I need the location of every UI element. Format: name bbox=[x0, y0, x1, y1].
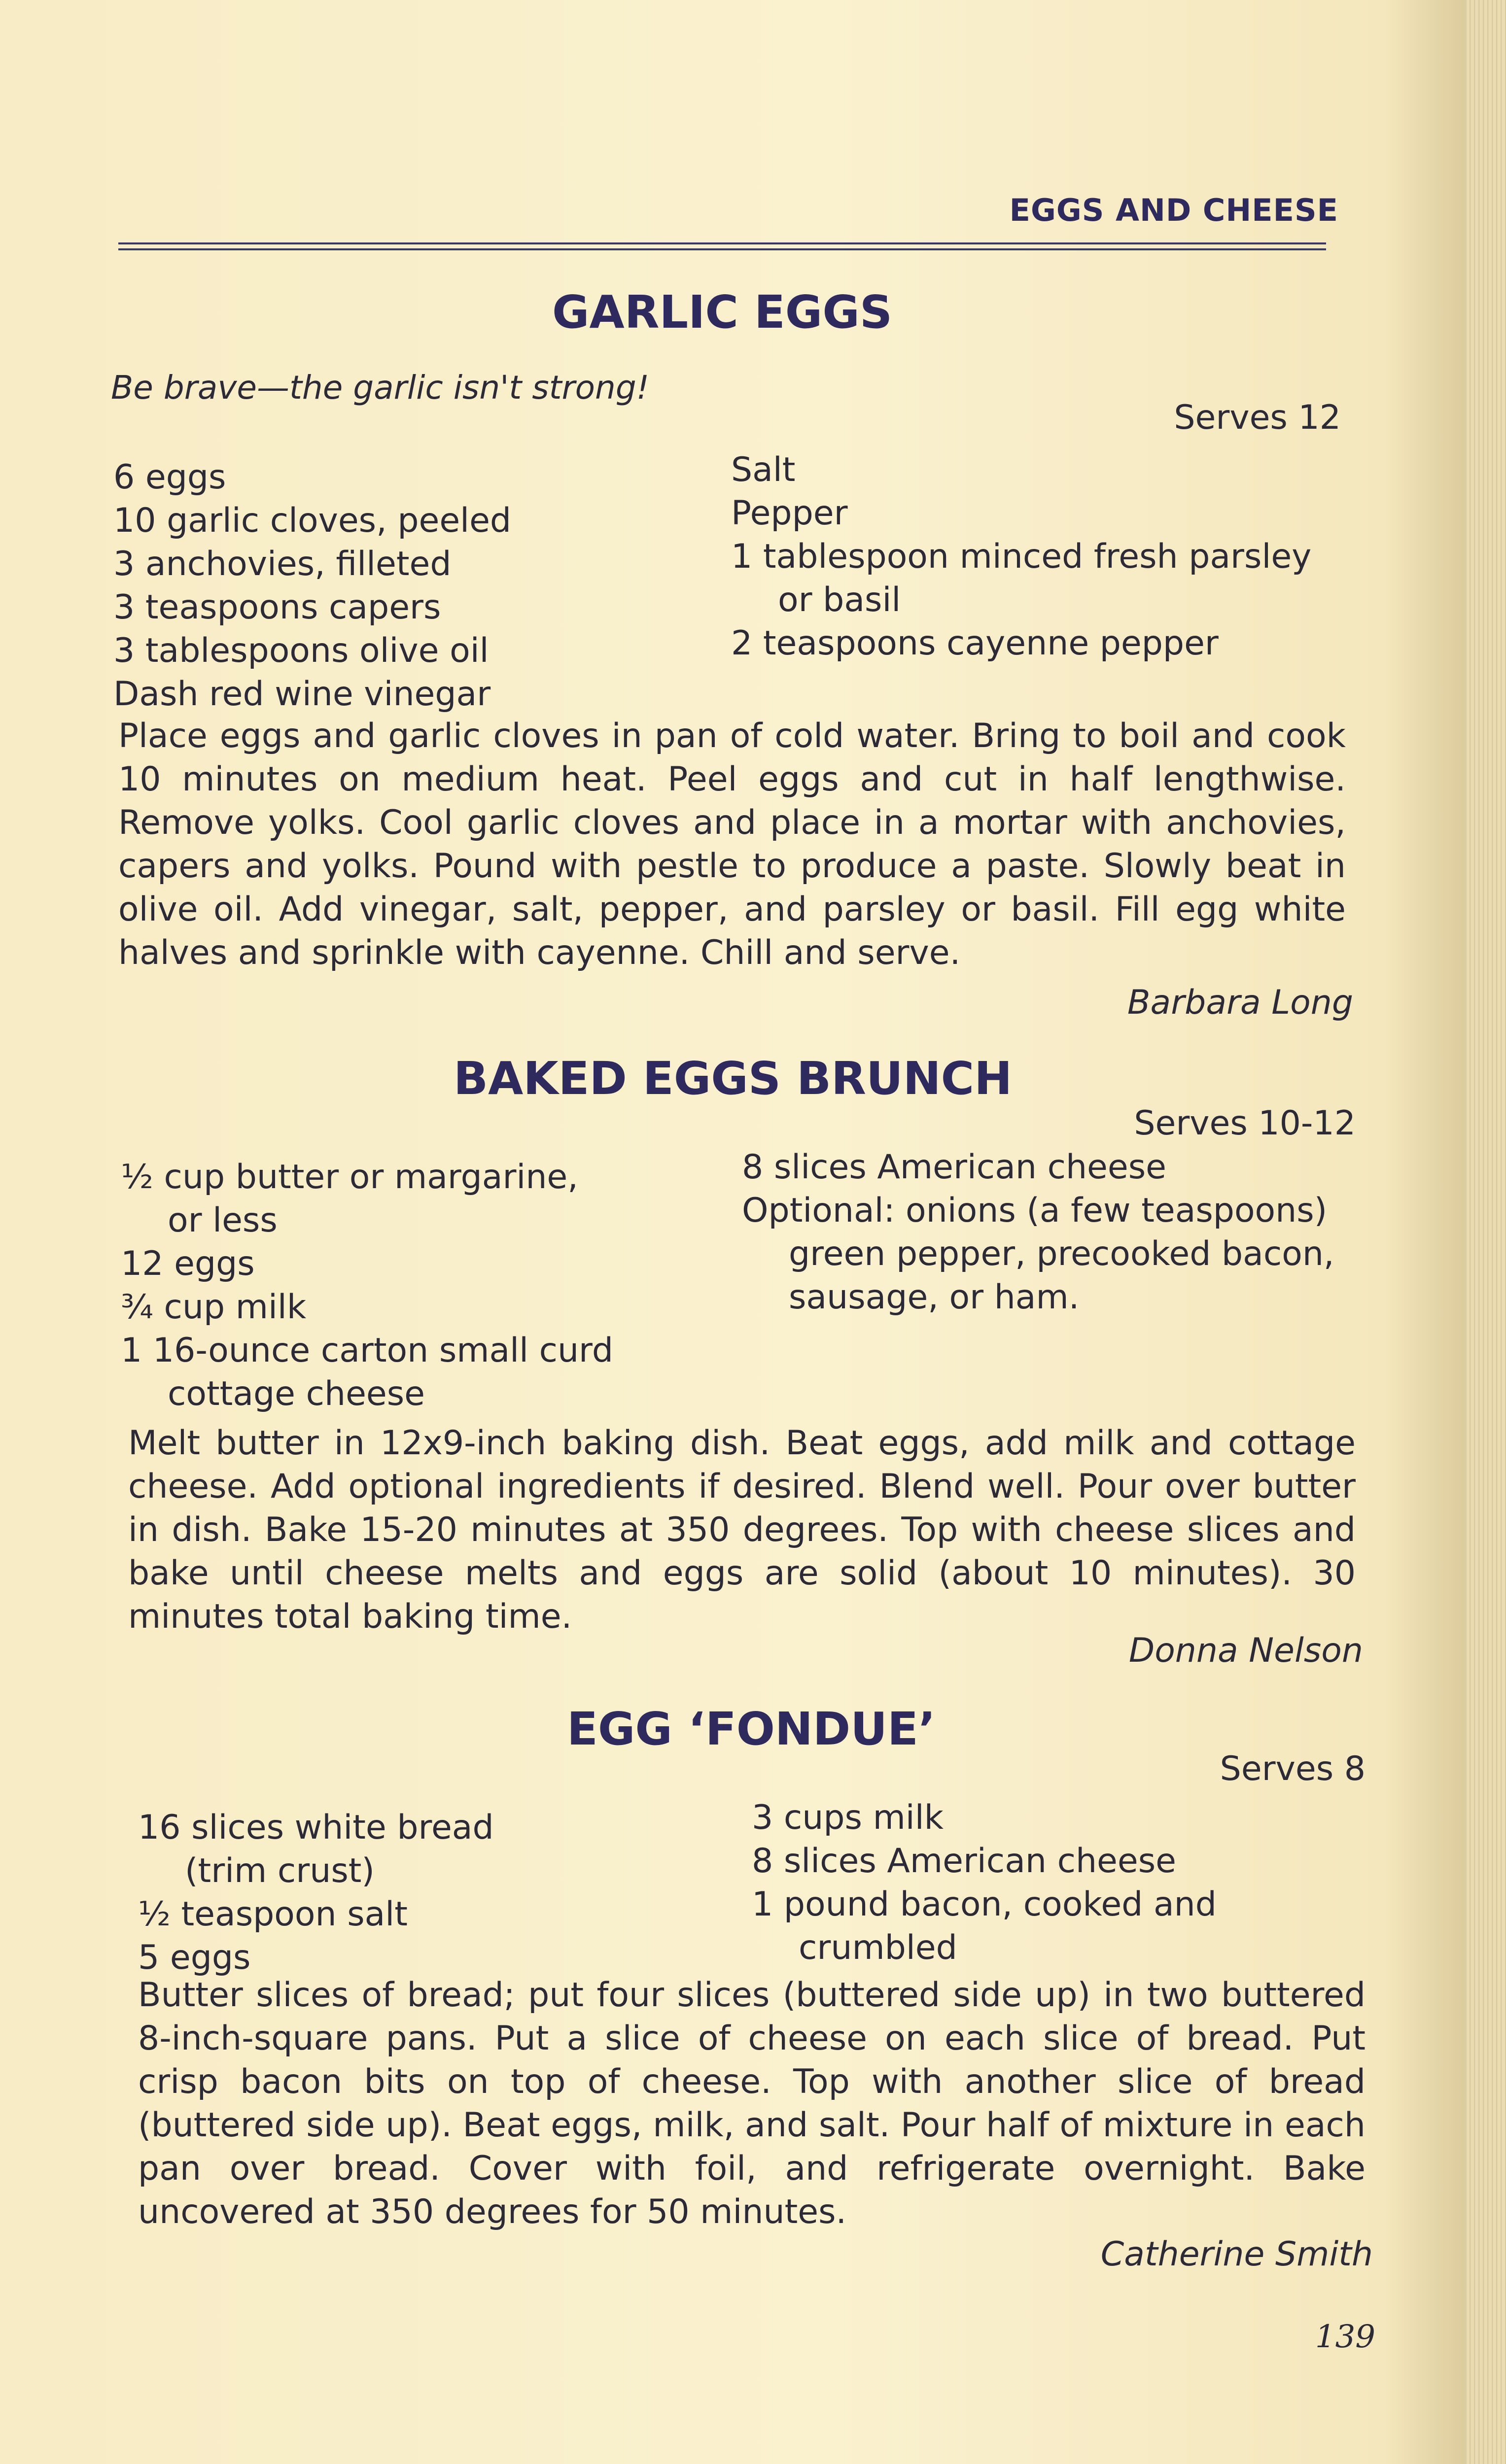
page-number: 139 bbox=[1315, 2319, 1375, 2355]
ingredient: 1 pound bacon, cooked and bbox=[752, 1885, 1217, 1924]
ingredient: 12 eggs bbox=[121, 1244, 255, 1283]
ingredient: 6 eggs bbox=[113, 458, 226, 497]
ingredient: green pepper, precooked bacon, bbox=[789, 1234, 1334, 1273]
recipe-title: GARLIC EGGS bbox=[552, 286, 893, 339]
ingredient-list-right bbox=[742, 1146, 1334, 1319]
ingredient-list-left bbox=[138, 1806, 494, 1980]
recipe-directions: Place eggs and garlic cloves in pan of cold water. Bring to boil and cook 10 minutes on medium heat. Peel eggs and cut in half lengthwise. Remove yolks. Cool garlic cloves and place in a mortar with anchovies, capers and yolks. Pound with pestle to produce a paste. Slowly beat in olive oil. Add vinegar, salt, pepper, and parsley or basil. Fill egg white halves and sprinkle with cayenne. Chill and serve. bbox=[118, 717, 1346, 972]
recipe-directions: Butter slices of bread; put four slices (buttered side up) in two buttered 8-inch-square pans. Put a slice of cheese on each slice of bread. Put crisp bacon bits on top of cheese. Top with another slice of bread (buttered side up). Beat eggs, milk, and salt. Pour half of mixture in each pan over bread. Cover with foil, and refrigerate overnight. Bake uncovered at 350 degrees for 50 minutes. bbox=[138, 1976, 1366, 2231]
recipe-credit: Barbara Long bbox=[1127, 983, 1353, 1022]
recipe-intro: Be brave—the garlic isn't strong! bbox=[111, 369, 650, 407]
ingredient: (trim crust) bbox=[185, 1851, 375, 1890]
ingredient-list-right bbox=[752, 1796, 1217, 1970]
section-header: EGGS AND CHEESE bbox=[1009, 192, 1338, 228]
ingredient: 10 garlic cloves, peeled bbox=[113, 501, 512, 540]
recipe-title: EGG ‘FONDUE’ bbox=[567, 1703, 936, 1755]
recipe-credit: Catherine Smith bbox=[1100, 2235, 1373, 2274]
ingredient-list-left bbox=[121, 1156, 613, 1416]
ingredient: ½ cup butter or margarine, bbox=[121, 1158, 578, 1197]
ingredient: 8 slices American cheese bbox=[742, 1148, 1166, 1187]
ingredient-list-left bbox=[113, 456, 511, 716]
recipe-serves: Serves 12 bbox=[1174, 398, 1341, 437]
ingredient: crumbled bbox=[799, 1928, 957, 1967]
ingredient: 3 tablespoons olive oil bbox=[113, 631, 489, 670]
ingredient: Dash red wine vinegar bbox=[113, 675, 491, 714]
ingredient-list-right bbox=[731, 448, 1311, 665]
ingredient: 3 anchovies, filleted bbox=[113, 545, 452, 583]
ingredient: Salt bbox=[731, 450, 796, 489]
ingredient: 1 16-ounce carton small curd bbox=[121, 1331, 613, 1370]
ingredient: ½ teaspoon salt bbox=[138, 1895, 408, 1934]
ingredient: 1 tablespoon minced fresh parsley bbox=[731, 537, 1312, 576]
recipe-credit: Donna Nelson bbox=[1128, 1631, 1363, 1670]
ingredient: 3 cups milk bbox=[752, 1798, 944, 1837]
ingredient: 8 slices American cheese bbox=[752, 1842, 1176, 1881]
ingredient: sausage, or ham. bbox=[789, 1278, 1080, 1317]
recipe-directions: Melt butter in 12x9-inch baking dish. Beat eggs, add milk and cottage cheese. Add optional ingredients if desired. Blend well. Pour over butter in dish. Bake 15-20 minutes at 350 degrees. Top with cheese slices and bake until cheese melts and eggs are solid (about 10 minutes). 30 minutes total baking time. bbox=[128, 1424, 1356, 1636]
ingredient: cottage cheese bbox=[168, 1374, 425, 1413]
header-rule-top bbox=[118, 242, 1326, 244]
recipe-title: BAKED EGGS BRUNCH bbox=[454, 1052, 1013, 1105]
ingredient: 2 teaspoons cayenne pepper bbox=[731, 624, 1219, 663]
ingredient: or less bbox=[168, 1201, 278, 1240]
recipe-serves: Serves 10-12 bbox=[1134, 1104, 1356, 1143]
header-rule-bottom bbox=[118, 248, 1326, 250]
recipe-serves: Serves 8 bbox=[1220, 1749, 1366, 1788]
ingredient: or basil bbox=[778, 581, 901, 619]
ingredient: ¾ cup milk bbox=[121, 1288, 307, 1327]
ingredient: 3 teaspoons capers bbox=[113, 588, 441, 627]
ingredient: 16 slices white bread bbox=[138, 1808, 494, 1847]
ingredient: 5 eggs bbox=[138, 1938, 251, 1977]
ingredient: Optional: onions (a few teaspoons) bbox=[742, 1191, 1328, 1230]
ingredient: Pepper bbox=[731, 494, 848, 533]
book-spine-edge bbox=[1467, 0, 1506, 2464]
